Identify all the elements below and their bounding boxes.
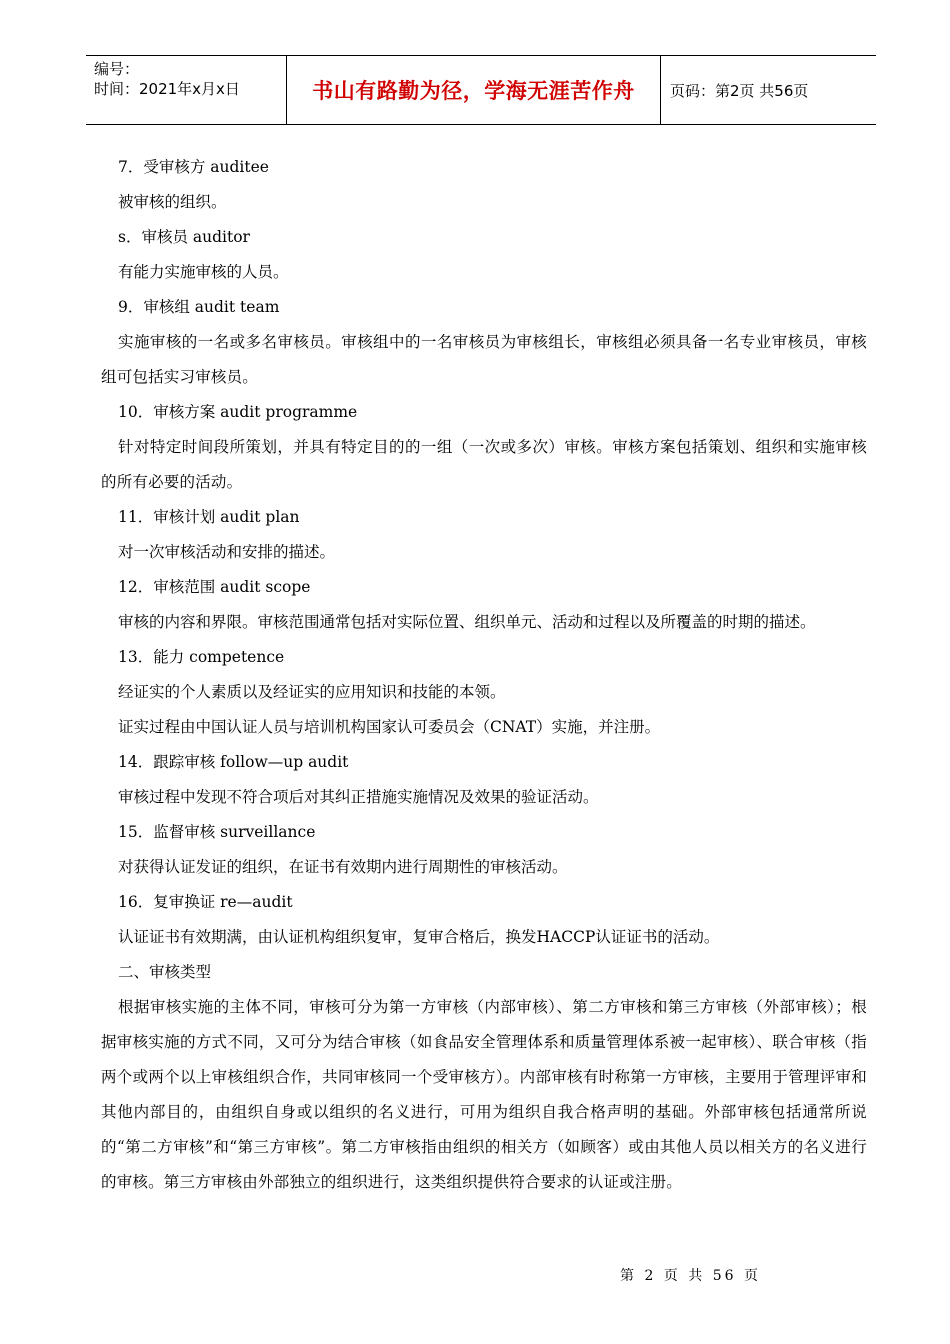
document-body [101,150,867,1200]
term-heading: s．审核员 auditor [118,228,250,246]
page-header [86,55,876,125]
header-meta-cell [86,56,286,124]
term-heading: 10．审核方案 audit programme [118,403,358,421]
header-motto-cell [286,56,661,124]
section-heading: 二、审核类型 [118,963,212,981]
term-definition: 对一次审核活动和安排的描述。 [118,543,336,561]
header-motto: 书山有路勤为径，学海无涯苦作舟 [312,79,635,103]
term-definition: 针对特定时间段所策划，并具有特定目的的一组（一次或多次）审核。审核方案包括策划、组织和实施审核的所有必要的活动。 [101,438,867,491]
term-definition: 审核的内容和界限。审核范围通常包括对实际位置、组织单元、活动和过程以及所覆盖的时期的描述。 [118,613,816,631]
term-heading: 13．能力 competence [118,648,285,666]
page-footer: 第 2 页 共 56 页 [620,1268,761,1284]
term-definition: 经证实的个人素质以及经证实的应用知识和技能的本领。 [118,683,506,701]
term-heading: 9．审核组 audit team [118,298,280,316]
term-heading: 7．受审核方 auditee [118,158,269,176]
term-heading: 11．审核计划 audit plan [118,508,300,526]
section-paragraph: 根据审核实施的主体不同，审核可分为第一方审核（内部审核）、第二方审核和第三方审核（外部审核）；根据审核实施的方式不同，又可分为结合审核（如食品安全管理体系和质量管理体系被一起审核）、联合审核（指两个或两个以上审核组织合作，共同审核同一个受审核方）。内部审核有时称第一方审核，主要用于管理评审和其他内部目的，由组织自身或以组织的名义进行，可用为组织自我合格声明的基础。外部审核包括通常所说的“第二方审核”和“第三方审核”。第二方审核指由组织的相关方（如顾客）或由其他人员以相关方的名义进行的审核。第三方审核由外部独立的组织进行，这类组织提供符合要求的认证或注册。 [101,998,867,1191]
term-definition: 实施审核的一名或多名审核员。审核组中的一名审核员为审核组长，审核组必须具备一名专业审核员，审核组可包括实习审核员。 [101,333,867,386]
document-time-label: 时间：2021年x月x日 [94,80,240,98]
term-definition: 审核过程中发现不符合项后对其纠正措施实施情况及效果的验证活动。 [118,788,599,806]
header-page-code: 页码：第2页 共56页 [670,81,809,100]
document-number-label: 编号： [94,60,140,78]
term-heading: 14．跟踪审核 follow—up audit [118,753,349,771]
term-heading: 12．审核范围 audit scope [118,578,311,596]
term-definition: 对获得认证发证的组织，在证书有效期内进行周期性的审核活动。 [118,858,568,876]
term-definition: 有能力实施审核的人员。 [118,263,289,281]
term-definition: 被审核的组织。 [118,193,227,211]
term-heading: 15．监督审核 surveillance [118,823,316,841]
term-heading: 16．复审换证 re—audit [118,893,293,911]
header-page-cell [660,56,876,124]
term-definition: 认证证书有效期满，由认证机构组织复审，复审合格后，换发HACCP认证证书的活动。 [118,928,720,946]
term-definition: 证实过程由中国认证人员与培训机构国家认可委员会（CNAT）实施，并注册。 [118,718,661,736]
